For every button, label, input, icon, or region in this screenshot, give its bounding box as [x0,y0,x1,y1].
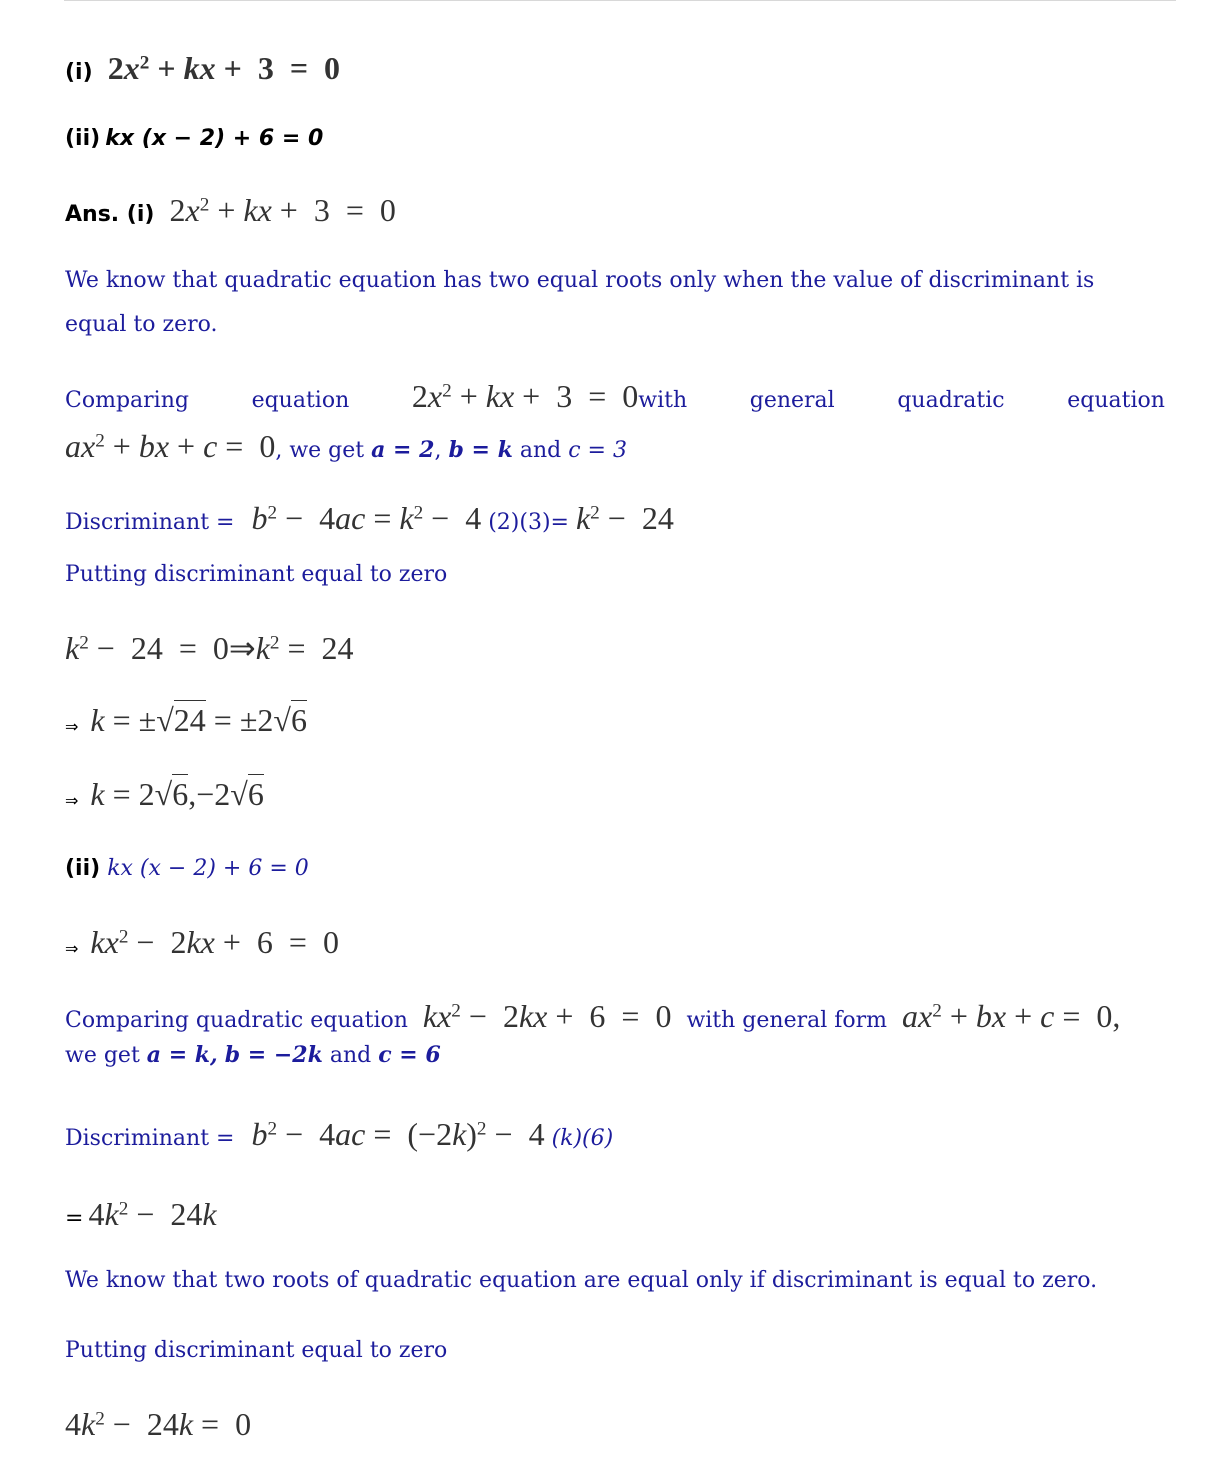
step-k-root [65,704,307,736]
intro-line-2: equal to zero. [65,312,218,337]
with-word: with [638,388,688,413]
discriminant-i-line [65,502,674,534]
comparing-ii-line [65,1000,1120,1032]
comparing-equation: $2x^2$ + kx + 3 = 0with [411,378,688,414]
answer-heading [65,194,396,226]
equation-word-2: equation [1067,388,1165,413]
general-word: general [749,388,835,413]
putting-ii: Putting discriminant equal to zero [65,1338,448,1363]
quadratic-word: quadratic [897,388,1005,413]
step-k-values [65,778,264,810]
conclusion-ii: We know that two roots of quadratic equation are equal only if discriminant is equal to zero. [65,1268,1098,1293]
step-k-squared [65,632,354,664]
comparing-word: Comparing [65,388,189,413]
final-equation-expr: $4k^2 - 24k = 0$ [65,1406,252,1442]
step-k-root-expr: k = ±√24 = ±2√6 [90,702,307,738]
step-k-values-expr: k = 2√6,−2√6 [90,776,264,812]
general-form-line: $ax^2$ + bx + c = 0, we get a = 2, b = k and c = 3 [65,428,627,464]
discriminant-i-values: (2)(3)= [488,510,569,535]
question-i-label: (i) [65,60,93,85]
we-get-ii: we get [65,1043,140,1068]
final-equation [65,1408,251,1440]
top-divider [64,0,1176,1]
putting-i: Putting discriminant equal to zero [65,562,448,587]
discriminant-ii-simplified-expr: $4k^2 - 24k$ [88,1196,217,1232]
discriminant-i-label: Discriminant = [65,510,235,535]
discriminant-ii-values: (k)(6) [551,1126,614,1151]
question-i [65,52,340,84]
question-ii [65,128,323,150]
we-get-ii-line [65,1044,441,1067]
implies-icon: ⇒ [65,938,79,958]
with-general-form: with general form [686,1008,888,1033]
b-value: b = k [448,437,513,463]
answer-label: Ans. (i) [65,202,155,227]
a-value-ii: a = k, [146,1042,218,1068]
part-ii-label: (ii) [65,856,101,881]
part-ii-heading [65,858,309,880]
comparing-ii-start: Comparing quadratic equation [65,1008,408,1033]
question-i-equation: $2x^2$ + kx + 3 = 0 [107,50,341,86]
and-word-ii: and [329,1043,372,1068]
we-get: , we get [275,438,365,463]
discriminant-i-expr: $b^2 - 4ac = k^2 - 4$ [251,500,482,536]
discriminant-ii-label: Discriminant = [65,1126,235,1151]
step-k-squared-expr: $k^2 - 24$ = $0\Rightarrow k^2 = 24$ [65,630,354,666]
answer-equation: $2x^2$ + kx + 3 = 0 [169,192,396,228]
part-ii-equation: kx (x − 2) + 6 = 0 [107,856,309,881]
implies-icon: ⇒ [65,716,79,736]
and-word: and [519,438,562,463]
b-value-ii: b = −2k [224,1042,323,1068]
general-form-ii: $ax^2$ + bx + c = 0, [902,998,1121,1034]
intro-line-1: We know that quadratic equation has two equal roots only when the value of discriminant is [65,268,1095,293]
discriminant-i-result: $k^2 - 24$ [575,500,674,536]
discriminant-ii-line [65,1118,613,1150]
discriminant-ii-simplified [65,1198,217,1230]
general-form-equation: $ax^2$ + bx + c = 0 [65,428,276,464]
equation-word: equation [251,388,350,413]
c-value: c = 3 [568,438,627,463]
a-value: a = 2 [371,437,435,463]
part-ii-expanded-expr: $kx^2 - 2kx + 6 = 0$ [90,924,339,960]
question-ii-equation: kx (x − 2) + 6 = 0 [105,126,324,151]
part-ii-expanded [65,926,339,958]
comparing-line [65,378,1165,415]
question-ii-label: (ii) [65,126,101,151]
implies-icon: ⇒ [65,790,79,810]
comparing-ii-equation: $kx^2 - 2kx + 6 = 0$ [422,998,672,1034]
discriminant-ii-expr: $b^2 - 4ac = (-2k)^2 - 4$ [251,1116,545,1152]
equals-prefix: = [65,1206,84,1231]
c-value-ii: c = 6 [378,1042,441,1068]
